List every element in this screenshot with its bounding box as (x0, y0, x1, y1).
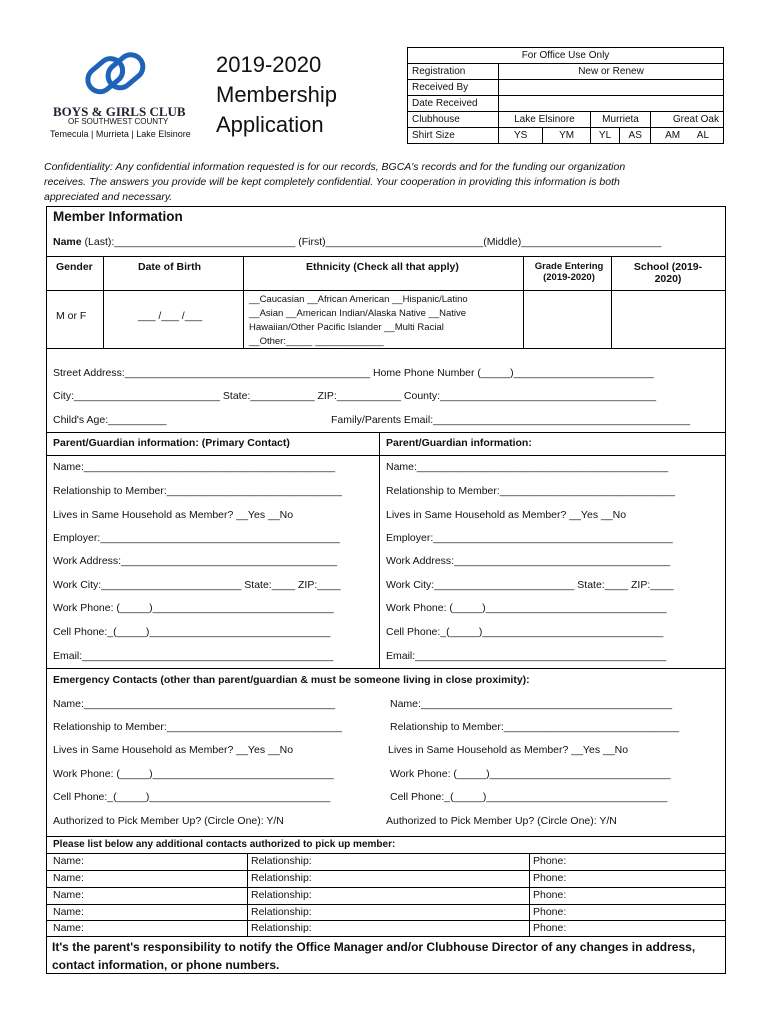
guardian-primary-title: Parent/Guardian information: (Primary Contact) (53, 437, 290, 449)
name-field[interactable] (53, 236, 661, 248)
guardian1-household[interactable]: Lives in Same Household as Member? __Yes __No (53, 509, 294, 521)
emergency1-cell-phone[interactable]: Cell Phone:_(_____)_______________________________ (53, 791, 331, 803)
size-am[interactable]: AM (665, 130, 681, 141)
street-address-field[interactable]: Street Address:__________________________________________ Home Phone Number (_____)________________________ (53, 367, 654, 379)
city-state-zip-field[interactable]: City:_________________________ State:___________ ZIP:___________ County:_____________________________________ (53, 390, 657, 402)
school-field[interactable] (612, 291, 723, 347)
size-yl[interactable]: YL (590, 128, 619, 144)
guardian1-email[interactable]: Email:___________________________________________ (53, 650, 334, 662)
club-logo (50, 44, 210, 140)
ethnicity-line-4[interactable]: __Other:_____ _____________ (249, 336, 384, 347)
logo-locations: Temecula | Murrieta | Lake Elsinore (50, 129, 191, 139)
pickup-relationship-label: Relationship: (251, 872, 312, 884)
logo-sub: OF SOUTHWEST COUNTY (68, 117, 169, 126)
pickup-phone-label: Phone: (533, 855, 567, 867)
emergency1-household[interactable]: Lives in Same Household as Member? __Yes __No (53, 744, 294, 756)
guardian1-work-city[interactable]: Work City:________________________ State:____ ZIP:____ (53, 579, 341, 591)
received-by-field[interactable] (499, 80, 724, 96)
name-line[interactable]: (Last):_______________________________ (First)___________________________(Middle)________________________ (81, 236, 662, 248)
school-header-line-1: School (2019- (633, 261, 703, 273)
ethnicity-header: Ethnicity (Check all that apply) (306, 261, 459, 273)
footer-line-1: It's the parent's responsibility to notify the Office Manager and/or Clubhouse Director of any changes in address, (52, 940, 696, 954)
pickup-phone-label: Phone: (533, 922, 567, 934)
guardian1-name[interactable]: Name:___________________________________________ (53, 461, 336, 473)
footer-line-2: contact information, or phone numbers. (52, 958, 280, 972)
pickup-relationship-label: Relationship: (251, 906, 312, 918)
guardian1-work-address[interactable]: Work Address:_____________________________________ (53, 555, 338, 567)
size-am-al[interactable] (651, 128, 724, 144)
guardian2-relationship[interactable]: Relationship to Member:______________________________ (386, 485, 675, 497)
guardian1-work-phone[interactable]: Work Phone: (_____)_______________________________ (53, 602, 334, 614)
new-renew-field[interactable]: New or Renew (499, 64, 724, 80)
emergency1-name[interactable]: Name:___________________________________________ (53, 698, 336, 710)
guardian1-employer[interactable]: Employer:_________________________________________ (53, 532, 340, 544)
emergency1-authorized[interactable]: Authorized to Pick Member Up? (Circle One): Y/N (53, 815, 284, 827)
guardian2-work-phone[interactable]: Work Phone: (_____)_______________________________ (386, 602, 667, 614)
office-use-table (407, 47, 724, 144)
date-received-label: Date Received (408, 96, 499, 112)
office-header: For Office Use Only (408, 48, 724, 64)
size-as[interactable]: AS (620, 128, 651, 144)
murrieta-option[interactable]: Murrieta (590, 112, 650, 128)
confidentiality-line-1: Confidentiality: Any confidential information requested is for our records, BGCA's records and for the funding our organization (44, 161, 626, 173)
date-received-field[interactable] (499, 96, 724, 112)
club-emblem-icon (80, 44, 152, 102)
lake-elsinore-option[interactable]: Lake Elsinore (499, 112, 591, 128)
confidentiality-text (44, 160, 625, 205)
title-line-1: 2019-2020 (216, 52, 322, 77)
confidentiality-line-3: appreciated and necessary. (44, 191, 173, 203)
child-age-field[interactable]: Child's Age:__________ (53, 414, 167, 426)
pickup-relationship-label: Relationship: (251, 855, 312, 867)
guardian2-work-city[interactable]: Work City:________________________ State:____ ZIP:____ (386, 579, 674, 591)
guardian2-work-address[interactable]: Work Address:_____________________________________ (386, 555, 671, 567)
dob-header: Date of Birth (138, 261, 201, 273)
guardian-secondary-title: Parent/Guardian information: (386, 437, 532, 449)
guardian2-email[interactable]: Email:___________________________________________ (386, 650, 667, 662)
confidentiality-line-2: receives. The answers you provide will be kept completely confidential. Your cooperation in providing this information is both (44, 176, 620, 188)
pickup-name-label: Name: (53, 855, 84, 867)
pickup-name-label: Name: (53, 922, 84, 934)
guardian2-name[interactable]: Name:___________________________________________ (386, 461, 669, 473)
ethnicity-options[interactable] (249, 293, 468, 349)
guardian2-household[interactable]: Lives in Same Household as Member? __Yes __No (386, 509, 627, 521)
grade-header (531, 261, 607, 283)
dob-field[interactable]: ___ /___ /___ (138, 310, 203, 322)
logo-name: BOYS & GIRLS CLUB (53, 104, 186, 119)
guardian2-cell-phone[interactable]: Cell Phone:_(_____)_______________________________ (386, 626, 664, 638)
ethnicity-line-2[interactable]: __Asian __American Indian/Alaska Native __Native (249, 308, 467, 319)
great-oak-option[interactable]: Great Oak (651, 112, 724, 128)
ethnicity-line-3[interactable]: Hawaiian/Other Pacific Islander __Multi Racial (249, 322, 444, 333)
title-line-3: Application (216, 112, 324, 137)
ethnicity-line-1[interactable]: __Caucasian __African American __Hispanic/Latino (249, 294, 468, 305)
emergency2-authorized[interactable]: Authorized to Pick Member Up? (Circle One): Y/N (386, 815, 617, 827)
size-ym[interactable]: YM (543, 128, 591, 144)
family-email-field[interactable]: Family/Parents Email:____________________________________________ (331, 414, 691, 426)
grade-field[interactable] (524, 291, 610, 347)
school-header-line-2: 2020) (654, 273, 682, 285)
clubhouse-label: Clubhouse (408, 112, 499, 128)
gender-header: Gender (56, 261, 93, 273)
pickup-name-label: Name: (53, 906, 84, 918)
registration-label: Registration (408, 64, 499, 80)
size-ys[interactable]: YS (499, 128, 543, 144)
grade-header-line-1: Grade Entering (534, 261, 604, 272)
name-label: Name (53, 236, 82, 248)
emergency1-work-phone[interactable]: Work Phone: (_____)_______________________________ (53, 768, 334, 780)
pickup-phone-label: Phone: (533, 906, 567, 918)
footer-notice (52, 938, 695, 974)
gender-field[interactable]: M or F (56, 310, 87, 322)
pickup-relationship-label: Relationship: (251, 922, 312, 934)
emergency2-name[interactable]: Name:___________________________________________ (390, 698, 673, 710)
pickup-name-label: Name: (53, 872, 84, 884)
shirt-size-label: Shirt Size (408, 128, 499, 144)
emergency-title: Emergency Contacts (other than parent/guardian & must be someone living in close proximity): (53, 674, 530, 686)
pickup-phone-label: Phone: (533, 889, 567, 901)
title-line-2: Membership (216, 82, 338, 107)
school-header (615, 261, 721, 285)
page-title (216, 50, 337, 140)
pickup-name-label: Name: (53, 889, 84, 901)
guardian1-relationship[interactable]: Relationship to Member:______________________________ (53, 485, 342, 497)
guardian2-employer[interactable]: Employer:_________________________________________ (386, 532, 673, 544)
grade-header-line-2: (2019-2020) (543, 272, 595, 283)
guardian1-cell-phone[interactable]: Cell Phone:_(_____)_______________________________ (53, 626, 331, 638)
emergency2-work-phone[interactable]: Work Phone: (_____)_______________________________ (390, 768, 671, 780)
member-info-heading: Member Information (53, 209, 183, 224)
pickup-phone-label: Phone: (533, 872, 567, 884)
size-al[interactable]: AL (696, 130, 710, 141)
emergency2-relationship[interactable]: Relationship to Member:______________________________ (390, 721, 679, 733)
emergency2-household[interactable]: Lives in Same Household as Member? __Yes __No (388, 744, 629, 756)
pickup-title: Please list below any additional contacts authorized to pick up member: (53, 839, 396, 850)
received-by-label: Received By (408, 80, 499, 96)
pickup-relationship-label: Relationship: (251, 889, 312, 901)
emergency2-cell-phone[interactable]: Cell Phone:_(_____)_______________________________ (390, 791, 668, 803)
emergency1-relationship[interactable]: Relationship to Member:______________________________ (53, 721, 342, 733)
